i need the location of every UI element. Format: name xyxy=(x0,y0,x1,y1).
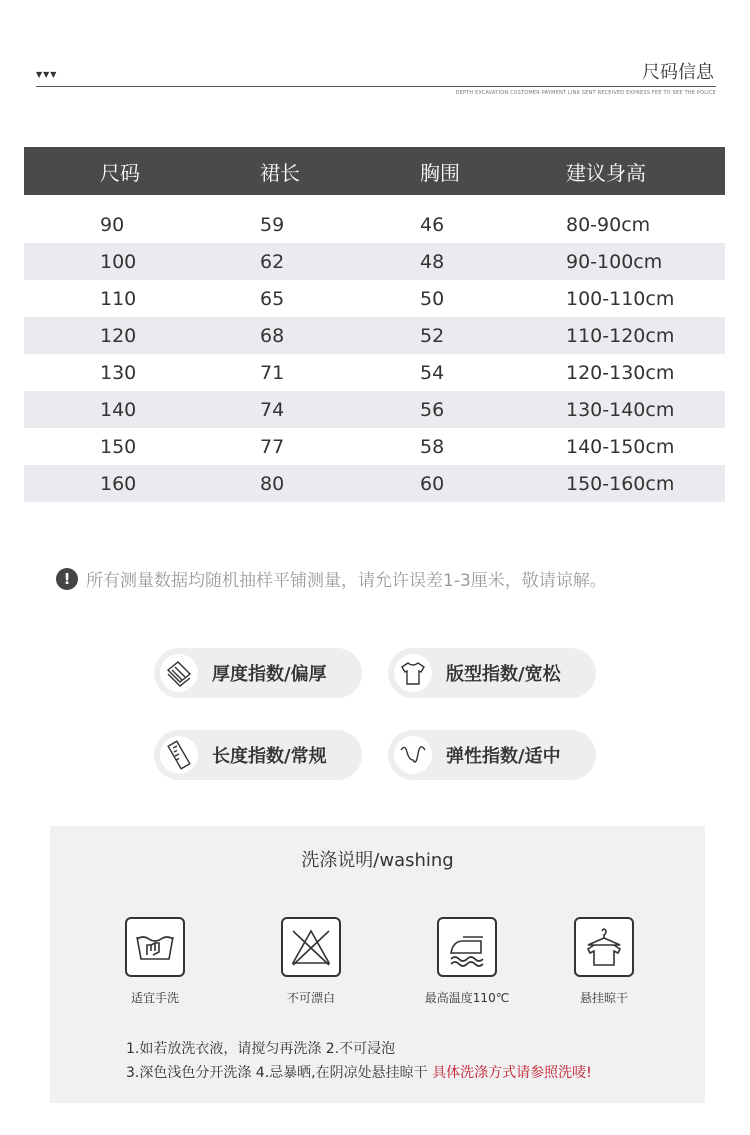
table-row xyxy=(24,354,725,391)
cell-size: 100 xyxy=(100,250,137,273)
washing-instruction-2 xyxy=(126,1062,592,1082)
cell-skirt-length: 74 xyxy=(260,398,285,421)
header-dots: ▼▼▼ xyxy=(36,70,58,79)
cell-size: 140 xyxy=(100,398,137,421)
cell-height: 130-140cm xyxy=(566,398,675,421)
washing-instruction-1: 1.如若放洗衣液，请搅匀再洗涤 2.不可浸泡 xyxy=(126,1041,396,1057)
elasticity-index-label: 弹性指数/适中 xyxy=(446,746,561,767)
cell-size: 110 xyxy=(100,287,137,310)
tshirt-fit-icon xyxy=(394,654,432,692)
header-divider xyxy=(36,86,716,87)
cell-skirt-length: 77 xyxy=(260,435,285,458)
washing-instruction-2-text: 3.深色浅色分开洗涤 4.忌暴晒,在阴凉处悬挂晾干 xyxy=(126,1065,433,1081)
cell-height: 140-150cm xyxy=(566,435,675,458)
note-text: 所有测量数据均随机抽样平铺测量，请允许误差1-3厘米，敬请谅解。 xyxy=(86,571,607,591)
table-row xyxy=(24,428,725,465)
washing-panel xyxy=(50,826,705,1103)
page-title: 尺码信息 xyxy=(642,62,714,83)
cell-skirt-length: 71 xyxy=(260,361,285,384)
header-skirt-length: 裙长 xyxy=(260,160,300,185)
cell-skirt-length: 80 xyxy=(260,472,285,495)
table-row xyxy=(24,391,725,428)
table-row xyxy=(24,243,725,280)
hang-dry-label: 悬挂晾干 xyxy=(579,991,628,1005)
exclamation-icon: ! xyxy=(56,568,78,590)
header-subtitle: DEPTH EXCAVATION CUSTOMER PAYMENT LINK SENT RECEIVED EXPRESS FEE TO SEE THE POLICE xyxy=(455,90,716,96)
table-row xyxy=(24,465,725,502)
cell-size: 120 xyxy=(100,324,137,347)
fit-index xyxy=(388,648,596,698)
header-height: 建议身高 xyxy=(566,160,646,185)
table-header xyxy=(24,147,725,195)
thickness-index xyxy=(154,648,362,698)
cell-bust: 58 xyxy=(420,435,445,458)
cell-bust: 50 xyxy=(420,287,445,310)
washing-label-highlight: 具体洗涤方式请参照洗唛! xyxy=(432,1065,592,1081)
measurement-note xyxy=(56,566,607,591)
cell-size: 150 xyxy=(100,435,137,458)
cell-skirt-length: 68 xyxy=(260,324,285,347)
iron-label: 最高温度110℃ xyxy=(424,991,510,1005)
length-index xyxy=(154,730,362,780)
cell-skirt-length: 65 xyxy=(260,287,285,310)
cell-height: 80-90cm xyxy=(566,213,651,236)
cell-bust: 54 xyxy=(420,361,445,384)
ruler-icon xyxy=(160,736,198,774)
elastic-wave-icon xyxy=(394,736,432,774)
cell-bust: 48 xyxy=(420,250,445,273)
cell-bust: 56 xyxy=(420,398,445,421)
washing-title: 洗涤说明/washing xyxy=(301,850,454,871)
cell-bust: 46 xyxy=(420,213,445,236)
header-bust: 胸围 xyxy=(420,160,460,185)
cell-skirt-length: 59 xyxy=(260,213,285,236)
cell-skirt-length: 62 xyxy=(260,250,285,273)
cell-height: 150-160cm xyxy=(566,472,675,495)
table-row xyxy=(24,280,725,317)
cell-bust: 52 xyxy=(420,324,445,347)
header-size: 尺码 xyxy=(100,160,140,185)
table-row xyxy=(24,206,725,243)
iron-icon xyxy=(437,917,497,977)
cell-height: 110-120cm xyxy=(566,324,675,347)
no-bleach-label: 不可漂白 xyxy=(286,991,335,1005)
table-row xyxy=(24,317,725,354)
hand-wash-label: 适宜手洗 xyxy=(130,991,179,1005)
fit-index-label: 版型指数/宽松 xyxy=(446,664,561,685)
cell-size: 130 xyxy=(100,361,137,384)
cell-height: 90-100cm xyxy=(566,250,663,273)
elasticity-index xyxy=(388,730,596,780)
size-table xyxy=(24,147,725,502)
cell-height: 100-110cm xyxy=(566,287,675,310)
fabric-thickness-icon xyxy=(160,654,198,692)
cell-size: 160 xyxy=(100,472,137,495)
hand-wash-icon xyxy=(125,917,185,977)
length-index-label: 长度指数/常规 xyxy=(212,746,327,767)
thickness-index-label: 厚度指数/偏厚 xyxy=(212,664,327,685)
cell-bust: 60 xyxy=(420,472,445,495)
cell-height: 120-130cm xyxy=(566,361,675,384)
hang-dry-icon xyxy=(574,917,634,977)
cell-size: 90 xyxy=(100,213,125,236)
no-bleach-icon xyxy=(281,917,341,977)
